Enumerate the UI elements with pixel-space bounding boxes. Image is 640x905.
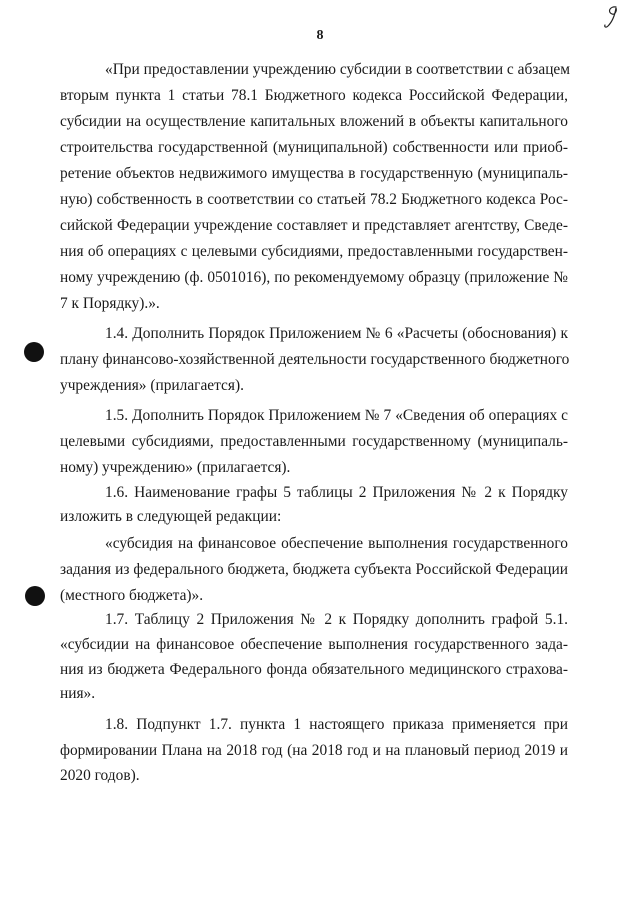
paragraph-line: ния».	[60, 685, 96, 702]
paragraph-line: «субсидия на финансовое обеспечение выполнения государственного	[105, 535, 568, 552]
paragraph-line: формировании Плана на 2018 год (на 2018 год и на плановый период 2019 и	[60, 742, 568, 759]
paragraph-line: 1.4. Дополнить Порядок Приложением № 6 «Расчеты (обоснования) к	[105, 325, 568, 342]
paragraph-line: сийской Федерации учреждение составляет и представляет агентству, Сведе-	[60, 217, 568, 234]
paragraph-line: строительства государственной (муниципальной) собственности или приоб-	[60, 139, 568, 156]
paragraph-line: целевыми субсидиями, предоставленными государственному (муниципаль-	[60, 433, 568, 450]
paragraph-line: ному учреждению (ф. 0501016), по рекомендуемому образцу (приложение №	[60, 269, 568, 286]
paragraph-line: ретение объектов недвижимого имущества в государственную (муниципаль-	[60, 165, 568, 182]
paragraph-line: плану финансово-хозяйственной деятельности государственного бюджетного	[60, 351, 570, 368]
paragraph-line: 7 к Порядку).».	[60, 295, 160, 312]
paragraph-line: вторым пункта 1 статьи 78.1 Бюджетного кодекса Российской Федерации,	[60, 87, 568, 104]
paragraph-line: изложить в следующей редакции:	[60, 508, 282, 525]
paragraph-line: ния об операциях с целевыми субсидиями, предоставленными государствен-	[60, 243, 568, 260]
paragraph-line: «субсидии на финансовое обеспечение выполнения государственного зада-	[60, 636, 568, 653]
paragraph-line: 2020 годов).	[60, 767, 140, 784]
paragraph-line: «При предоставлении учреждению субсидии в соответствии с абзацем	[105, 61, 570, 78]
paragraph-line: (местного бюджета)».	[60, 587, 204, 604]
paragraph-line: ному) учреждению» (прилагается).	[60, 459, 291, 476]
paragraph-line: задания из федерального бюджета, бюджета субъекта Российской Федерации	[60, 561, 568, 578]
paragraph-line: 1.5. Дополнить Порядок Приложением № 7 «Сведения об операциях с	[105, 407, 568, 424]
hole-punch-icon	[24, 342, 44, 362]
paragraph-line: 1.8. Подпункт 1.7. пункта 1 настоящего приказа применяется при	[105, 716, 568, 733]
handwritten-page-mark-icon	[600, 4, 622, 30]
paragraph-line: учреждения» (прилагается).	[60, 377, 244, 394]
paragraph-line: 1.7. Таблицу 2 Приложения № 2 к Порядку дополнить графой 5.1.	[105, 611, 568, 628]
paragraph-line: субсидии на осуществление капитальных вложений в объекты капитального	[60, 113, 568, 130]
page-number: 8	[316, 28, 324, 43]
paragraph-line: ную) собственность в соответствии со статьей 78.2 Бюджетного кодекса Рос-	[60, 191, 568, 208]
hole-punch-icon	[25, 586, 45, 606]
paragraph-line: ния из бюджета Федерального фонда обязательного медицинского страхова-	[60, 661, 568, 678]
paragraph-line: 1.6. Наименование графы 5 таблицы 2 Приложения № 2 к Порядку	[105, 484, 568, 501]
